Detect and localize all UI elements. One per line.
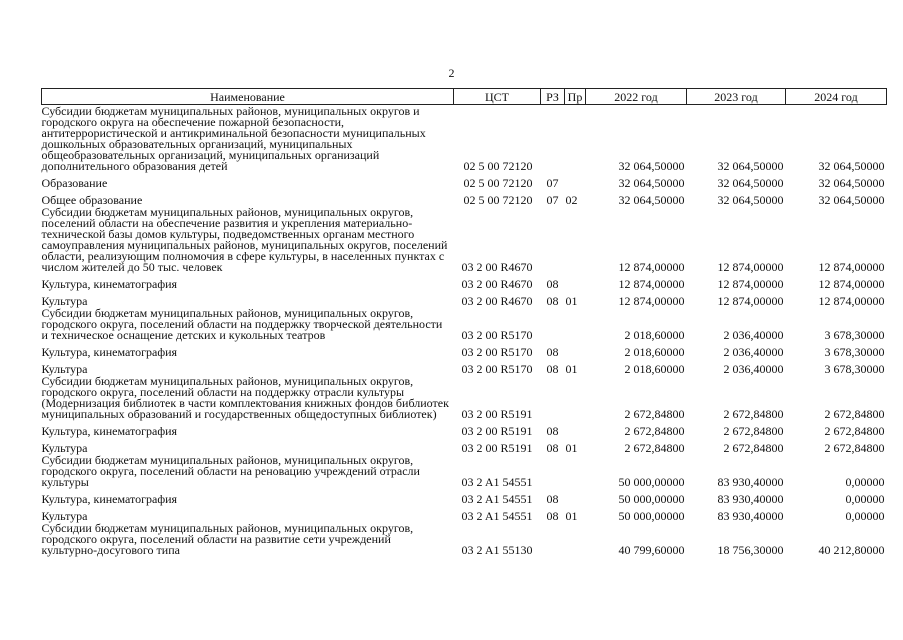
table-row	[42, 172, 887, 189]
row-2023: 18 756,30000	[717, 543, 784, 557]
row-2022: 2 018,60000	[624, 362, 685, 376]
row-2024: 12 874,00000	[818, 277, 885, 291]
table-row	[42, 307, 887, 341]
row-2024: 32 064,50000	[818, 159, 885, 173]
row-rz: 08	[546, 492, 559, 506]
header-pr: Пр	[565, 89, 586, 105]
row-cst: 02 5 00 72120	[463, 159, 533, 173]
row-cst: 03 2 00 R5170	[461, 345, 533, 359]
table-row	[42, 273, 887, 290]
row-pr	[565, 172, 586, 189]
row-2024: 0,00000	[845, 509, 885, 523]
row-2023: 12 874,00000	[717, 260, 784, 274]
row-pr	[565, 488, 586, 505]
row-rz: 08	[546, 424, 559, 438]
row-rz	[541, 307, 565, 341]
row-rz	[541, 522, 565, 556]
table-row	[42, 206, 887, 273]
row-rz: 08	[546, 509, 559, 523]
table-row	[42, 341, 887, 358]
row-2022: 2 672,84800	[624, 441, 685, 455]
row-cst: 03 2 00 R5191	[461, 407, 533, 421]
row-2023: 2 672,84800	[723, 424, 784, 438]
row-name: Культура	[41, 362, 88, 376]
row-pr: 01	[565, 441, 578, 455]
page-number: 2	[448, 66, 455, 80]
row-2023: 83 930,40000	[717, 475, 784, 489]
row-2024: 3 678,30000	[824, 362, 885, 376]
table-row	[42, 290, 887, 307]
row-rz: 08	[546, 441, 559, 455]
row-pr	[565, 375, 586, 420]
row-name: Культура, кинематография	[41, 345, 178, 359]
table-row	[42, 522, 887, 556]
header-2022: 2022 год	[586, 89, 687, 105]
row-2022: 2 672,84800	[624, 424, 685, 438]
row-name: Культура	[41, 294, 88, 308]
row-2024: 40 212,80000	[818, 543, 885, 557]
row-2022: 2 018,60000	[624, 345, 685, 359]
row-2023: 2 672,84800	[723, 407, 784, 421]
row-2024: 3 678,30000	[824, 345, 885, 359]
row-pr: 01	[565, 509, 578, 523]
row-rz: 08	[546, 277, 559, 291]
row-2024: 3 678,30000	[824, 328, 885, 342]
row-2022: 32 064,50000	[618, 176, 685, 190]
row-2023: 32 064,50000	[717, 193, 784, 207]
row-2023: 2 036,40000	[723, 328, 784, 342]
row-cst: 03 2 00 R5170	[461, 328, 533, 342]
row-pr	[565, 105, 586, 173]
row-2023: 83 930,40000	[717, 492, 784, 506]
row-name: Общее образование	[41, 193, 143, 207]
row-pr: 02	[565, 193, 578, 207]
row-cst: 03 2 A1 54551	[461, 509, 533, 523]
row-rz	[541, 375, 565, 420]
row-name: Культура	[41, 441, 88, 455]
row-2024: 0,00000	[845, 475, 885, 489]
row-pr	[565, 522, 586, 556]
row-2022: 32 064,50000	[618, 159, 685, 173]
header-rz: РЗ	[541, 89, 565, 105]
row-pr	[565, 307, 586, 341]
budget-table	[41, 88, 887, 556]
row-pr: 01	[565, 362, 578, 376]
row-name: Субсидии бюджетам муниципальных районов, муниципальных округов, городского округа, поселений области на развитие сети учреждений культурно-досугового типа	[41, 521, 414, 557]
row-2024: 0,00000	[845, 492, 885, 506]
row-name: Субсидии бюджетам муниципальных районов, муниципальных округов, городского округа, поселений области на поддержку отрасли культуры (Модернизация библиотек в части комплектования книжных фондов библиотек муниципальных образований и государственных общедоступных библиотек)	[41, 374, 449, 421]
row-name: Субсидии бюджетам муниципальных районов, муниципальных округов, городского округа, поселений области на поддержку творческой деятельности и техническое оснащение детских и кукольных театров	[41, 306, 443, 342]
row-2024: 12 874,00000	[818, 260, 885, 274]
table-row	[42, 375, 887, 420]
row-2022: 2 672,84800	[624, 407, 685, 421]
row-rz	[541, 105, 565, 173]
row-cst: 03 2 00 R5170	[461, 362, 533, 376]
row-cst: 03 2 00 R4670	[461, 260, 533, 274]
row-2022: 12 874,00000	[618, 294, 685, 308]
row-2023: 12 874,00000	[717, 277, 784, 291]
table-row	[42, 420, 887, 437]
row-cst: 03 2 A1 54551	[461, 492, 533, 506]
row-pr	[565, 341, 586, 358]
row-pr: 01	[565, 294, 578, 308]
row-name: Субсидии бюджетам муниципальных районов, муниципальных округов, городского округа, поселений области на реновацию учреждений отрасли культуры	[41, 453, 420, 489]
row-2023: 2 036,40000	[723, 345, 784, 359]
header-cst: ЦСТ	[454, 89, 541, 105]
table-row	[42, 189, 887, 206]
table-row	[42, 505, 887, 522]
row-cst: 03 2 00 R4670	[461, 294, 533, 308]
row-2023: 2 036,40000	[723, 362, 784, 376]
header-2024: 2024 год	[786, 89, 887, 105]
table-row	[42, 105, 887, 173]
row-rz: 08	[546, 362, 559, 376]
row-name: Субсидии бюджетам муниципальных районов, муниципальных округов и городского округа на обеспечение пожарной безопасности, антитеррористической и антикриминальной безопасности муниципальных дошкольных образовательных организаций, муниципальных общеобразовательных организаций, муниципальных организаций дополнительного образования детей	[41, 104, 426, 173]
row-pr	[565, 206, 586, 273]
row-2022: 12 874,00000	[618, 260, 685, 274]
row-2024: 12 874,00000	[818, 294, 885, 308]
table-row	[42, 437, 887, 454]
row-cst: 03 2 00 R5191	[461, 441, 533, 455]
row-2024: 32 064,50000	[818, 193, 885, 207]
row-2023: 83 930,40000	[717, 509, 784, 523]
row-rz	[541, 454, 565, 488]
row-cst: 02 5 00 72120	[463, 176, 533, 190]
row-rz: 07	[546, 193, 559, 207]
table-row	[42, 488, 887, 505]
header-name: Наименование	[42, 89, 454, 105]
row-2024: 32 064,50000	[818, 176, 885, 190]
row-name: Культура, кинематография	[41, 492, 178, 506]
row-rz	[541, 206, 565, 273]
row-cst: 03 2 00 R5191	[461, 424, 533, 438]
row-2023: 32 064,50000	[717, 159, 784, 173]
row-name: Культура	[41, 509, 88, 523]
row-pr	[565, 420, 586, 437]
row-2022: 12 874,00000	[618, 277, 685, 291]
row-2023: 32 064,50000	[717, 176, 784, 190]
row-name: Субсидии бюджетам муниципальных районов, муниципальных округов, поселений области на обеспечение развития и укрепления материально-технической базы домов культуры, подведомственных органам местного самоуправления муниципальных районов, муниципальных округов, поселений области, реализующим полномочия в сфере культуры, в населенных пунктах с числом жителей до 50 тыс. человек	[41, 205, 448, 274]
row-2024: 2 672,84800	[824, 441, 885, 455]
row-2024: 2 672,84800	[824, 407, 885, 421]
table-row	[42, 358, 887, 375]
row-2022: 50 000,00000	[618, 509, 685, 523]
row-rz: 08	[546, 345, 559, 359]
row-cst: 03 2 00 R4670	[461, 277, 533, 291]
row-pr	[565, 273, 586, 290]
row-2022: 50 000,00000	[618, 475, 685, 489]
row-2022: 32 064,50000	[618, 193, 685, 207]
row-2022: 50 000,00000	[618, 492, 685, 506]
row-cst: 02 5 00 72120	[463, 193, 533, 207]
row-name: Культура, кинематография	[41, 424, 178, 438]
table-row	[42, 454, 887, 488]
row-rz: 07	[546, 176, 559, 190]
row-name: Культура, кинематография	[41, 277, 178, 291]
header-2023: 2023 год	[687, 89, 786, 105]
row-2024: 2 672,84800	[824, 424, 885, 438]
row-2022: 2 018,60000	[624, 328, 685, 342]
row-name: Образование	[41, 176, 108, 190]
row-pr	[565, 454, 586, 488]
row-cst: 03 2 A1 54551	[461, 475, 533, 489]
row-2023: 2 672,84800	[723, 441, 784, 455]
row-cst: 03 2 A1 55130	[461, 543, 533, 557]
row-2022: 40 799,60000	[618, 543, 685, 557]
row-rz: 08	[546, 294, 559, 308]
table-header-row	[42, 89, 887, 105]
row-2023: 12 874,00000	[717, 294, 784, 308]
